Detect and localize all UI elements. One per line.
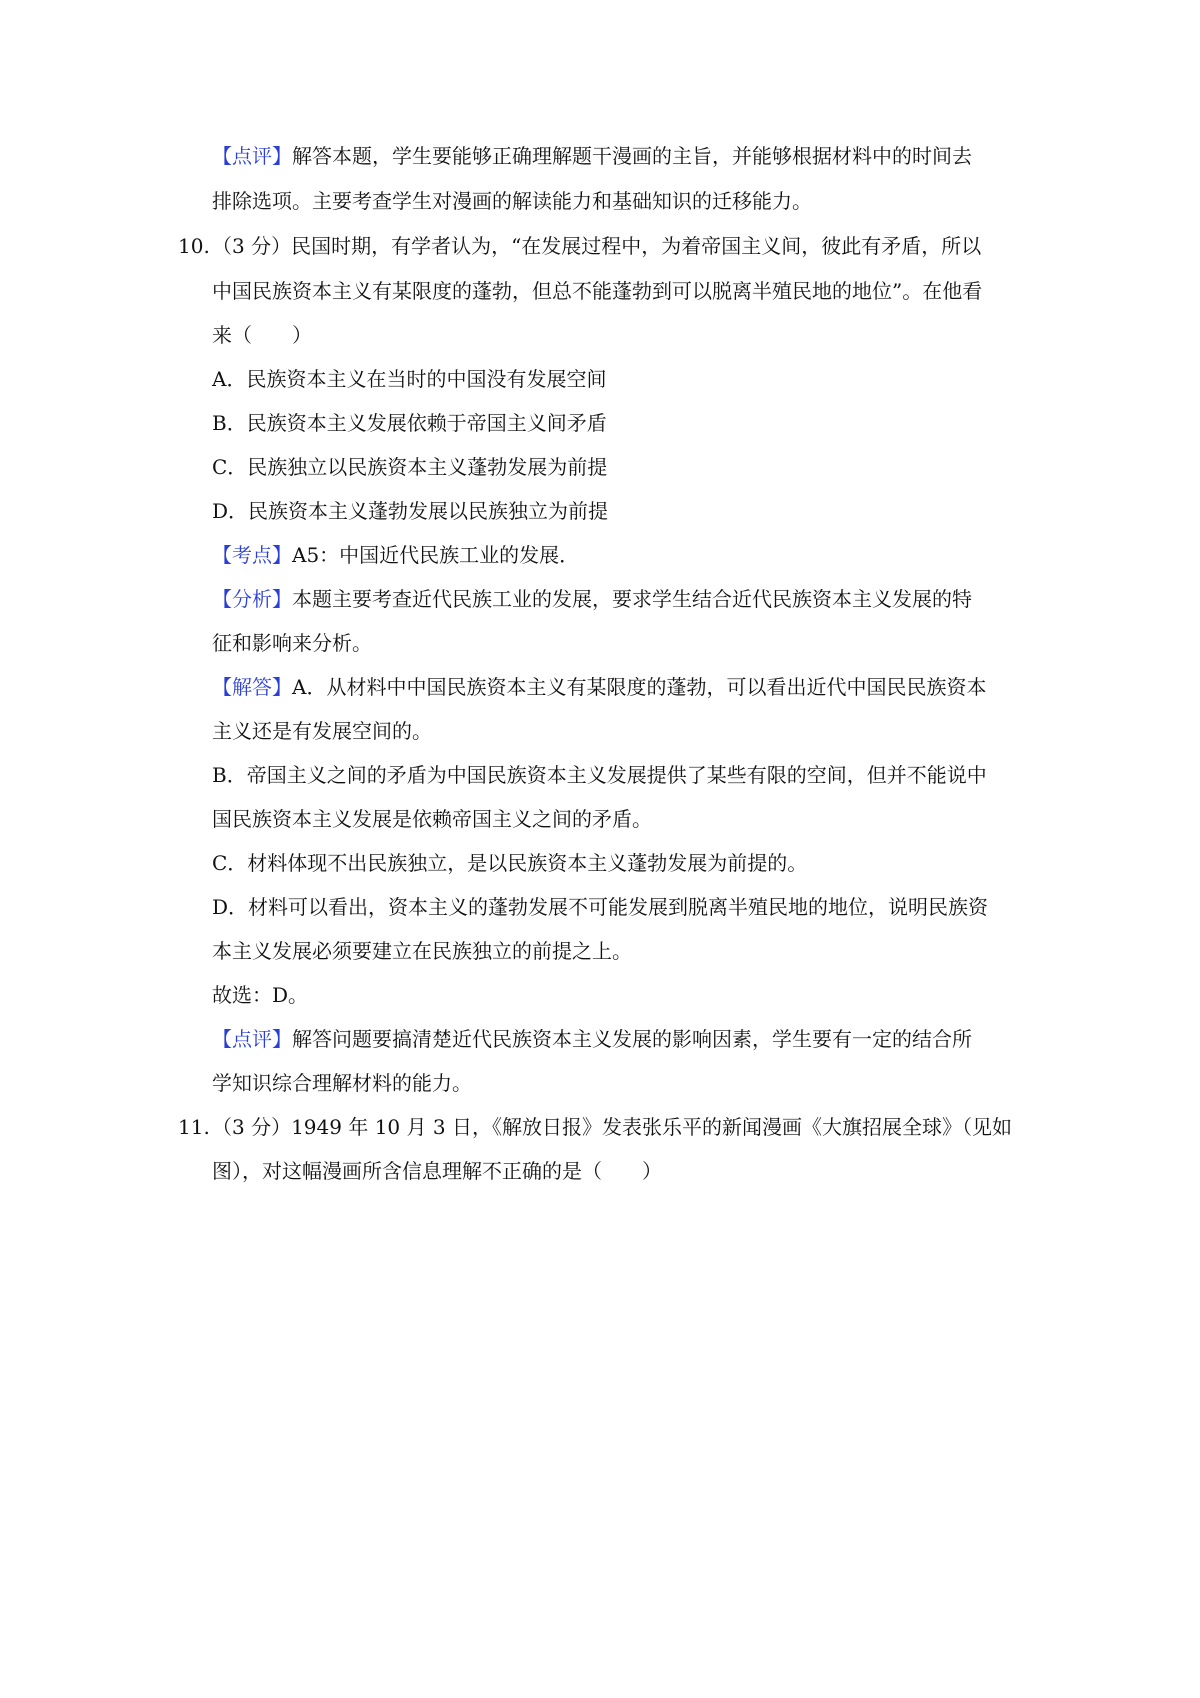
jieda-tag: 【解答】 — [212, 675, 292, 699]
q10-answer: 故选：D。 — [212, 983, 309, 1007]
q11-stem-line-1: （3 分）1949 年 10 月 3 日，《解放日报》发表张乐平的新闻漫画《大旗招展全球》（见如 — [212, 1115, 1012, 1139]
q10-option-a: A．民族资本主义在当时的中国没有发展空间 — [212, 367, 607, 391]
dianping-tag: 【点评】 — [212, 1027, 292, 1051]
q10-number: 10. — [178, 234, 210, 258]
q10-option-c: C．民族独立以民族资本主义蓬勃发展为前提 — [212, 455, 608, 479]
q9-comment-line-1: 【点评】解答本题，学生要能够正确理解题干漫画的主旨，并能够根据材料中的时间去 — [212, 144, 972, 168]
q10-stem-line-1: （3 分）民国时期，有学者认为，“在发展过程中，为着帝国主义间，彼此有矛盾，所以 — [212, 234, 982, 258]
q10-jieda-a-line-1: 【解答】A．从材料中中国民族资本主义有某限度的蓬勃，可以看出近代中国民民族资本 — [212, 675, 987, 699]
fenxi-tag: 【分析】 — [212, 587, 292, 611]
q10-kaodian: 【考点】A5：中国近代民族工业的发展． — [212, 543, 580, 567]
q10-option-d: D．民族资本主义蓬勃发展以民族独立为前提 — [212, 499, 609, 523]
q9-comment-line-2: 排除选项。主要考查学生对漫画的解读能力和基础知识的迁移能力。 — [212, 189, 812, 213]
q10-jieda-a-line-2: 主义还是有发展空间的。 — [212, 719, 432, 743]
q10-jieda-b-line-1: B．帝国主义之间的矛盾为中国民族资本主义发展提供了某些有限的空间，但并不能说中 — [212, 763, 987, 787]
q10-dianping-line-1: 【点评】解答问题要搞清楚近代民族资本主义发展的影响因素，学生要有一定的结合所 — [212, 1027, 972, 1051]
q11-stem-line-2: 图），对这幅漫画所含信息理解不正确的是（ ） — [212, 1159, 662, 1183]
q10-jieda-d-line-2: 本主义发展必须要建立在民族独立的前提之上。 — [212, 939, 632, 963]
q10-jieda-b-line-2: 国民族资本主义发展是依赖帝国主义之间的矛盾。 — [212, 807, 652, 831]
q10-option-b: B．民族资本主义发展依赖于帝国主义间矛盾 — [212, 411, 607, 435]
q10-dianping-line-2: 学知识综合理解材料的能力。 — [212, 1071, 472, 1095]
q10-jieda-c-line-1: C．材料体现不出民族独立，是以民族资本主义蓬勃发展为前提的。 — [212, 851, 808, 875]
q10-fenxi-line-2: 征和影响来分析。 — [212, 631, 372, 655]
q10-jieda-d-line-1: D．材料可以看出，资本主义的蓬勃发展不可能发展到脱离半殖民地的地位，说明民族资 — [212, 895, 989, 919]
q10-stem-line-2: 中国民族资本主义有某限度的蓬勃，但总不能蓬勃到可以脱离半殖民地的地位”。在他看 — [212, 279, 983, 303]
kaodian-tag: 【考点】 — [212, 543, 292, 567]
q11-number: 11. — [178, 1115, 210, 1139]
q10-fenxi-line-1: 【分析】本题主要考查近代民族工业的发展，要求学生结合近代民族资本主义发展的特 — [212, 587, 972, 611]
q10-stem-line-3: 来（ ） — [212, 323, 312, 347]
comment-tag: 【点评】 — [212, 144, 292, 168]
